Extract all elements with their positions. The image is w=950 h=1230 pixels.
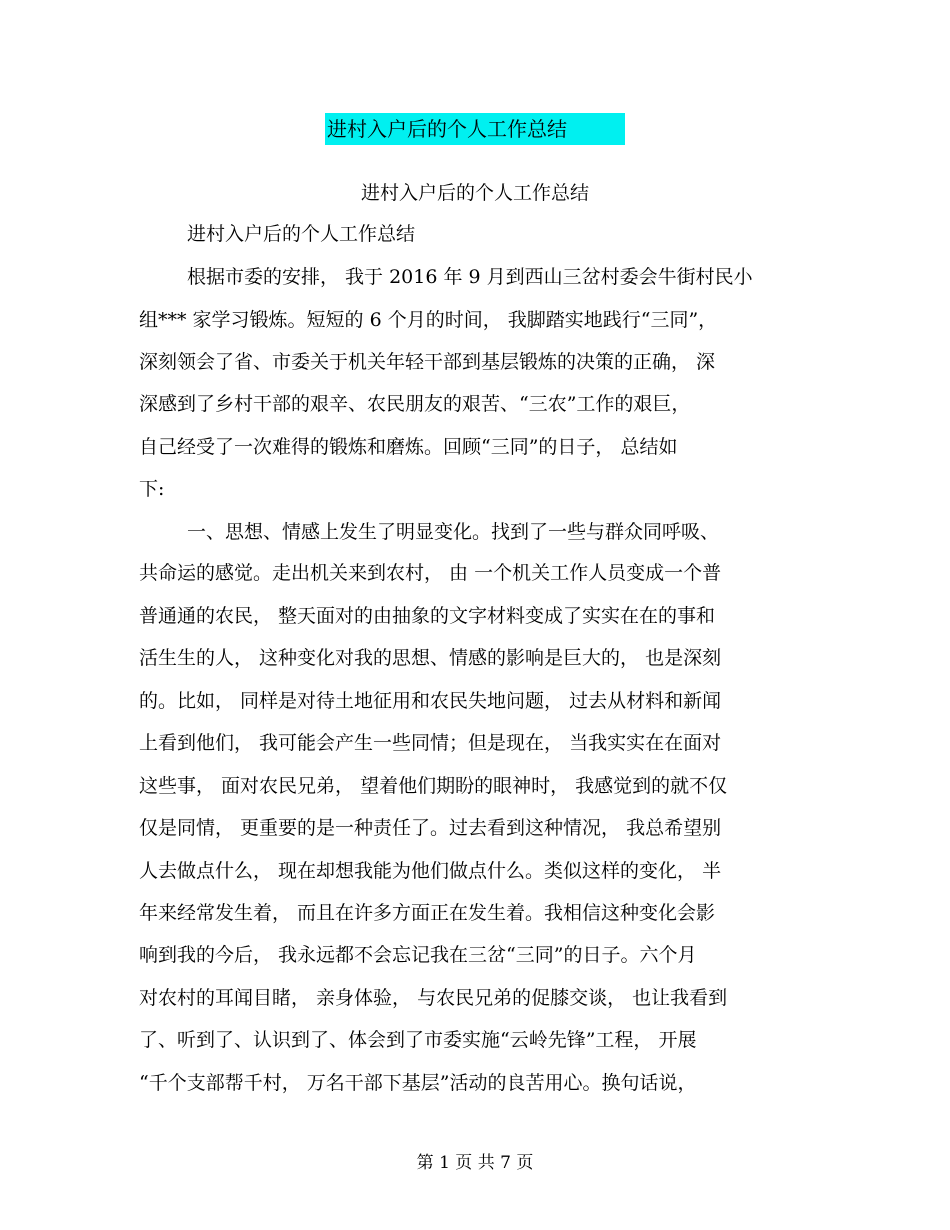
text-line: 了、听到了、认识到了、体会到了市委实施“云岭先锋”工程， 开展 [139, 1029, 697, 1051]
text-line: 活生生的人， 这种变化对我的思想、情感的影响是巨大的， 也是深刻 [139, 647, 722, 669]
text-line: 自己经受了一次难得的锻炼和磨炼。回顾“三同”的日子， 总结如 [139, 436, 678, 458]
text-line: 共命运的感觉。走出机关来到农村， 由 一个机关工作人员变成一个普 [139, 562, 722, 584]
text-line: 对农村的耳闻目睹， 亲身体验， 与农民兄弟的促膝交谈， 也让我看到 [139, 987, 728, 1009]
document-subtitle: 进村入户后的个人工作总结 [360, 182, 589, 204]
text-line: 下: [139, 478, 165, 500]
text-line: 人去做点什么， 现在却想我能为他们做点什么。类似这样的变化， 半 [139, 860, 722, 882]
document-title: 进村入户后的个人工作总结 [325, 113, 625, 145]
text-line: 响到我的今后， 我永远都不会忘记我在三岔“三同”的日子。六个月 [139, 944, 697, 966]
page-footer: 第 1 页 共 7 页 [416, 1153, 534, 1173]
text-line: 的。比如， 同样是对待土地征用和农民失地问题， 过去从材料和新闻 [139, 690, 722, 712]
text-line: 组*** 家学习锻炼。短短的 6 个月的时间， 我脚踏实地践行“三同”， [139, 309, 718, 331]
text-line: 年来经常发生着， 而且在许多方面正在发生着。我相信这种变化会影 [139, 902, 716, 924]
text-line: 根据市委的安排， 我于 2016 年 9 月到西山三岔村委会牛街村民小 [187, 266, 753, 288]
text-line: 仅是同情， 更重要的是一种责任了。过去看到这种情况， 我总希望别 [139, 817, 722, 839]
text-line: 上看到他们， 我可能会产生一些同情；但是现在， 当我实实在在面对 [139, 732, 722, 754]
text-line: 深感到了乡村干部的艰辛、农民朋友的艰苦、“三农”工作的艰巨， [139, 393, 691, 415]
text-line: 普通通的农民， 整天面对的由抽象的文字材料变成了实实在在的事和 [139, 605, 716, 627]
text-line: 进村入户后的个人工作总结 [187, 223, 416, 245]
text-line: 一、思想、情感上发生了明显变化。找到了一些与群众同呼吸、 [187, 521, 720, 543]
text-line: “千个支部帮千村， 万名干部下基层”活动的良苦用心。换句话说， [139, 1072, 697, 1094]
text-line: 深刻领会了省、市委关于机关年轻干部到基层锻炼的决策的正确， 深 [139, 351, 716, 373]
text-line: 这些事， 面对农民兄弟， 望着他们期盼的眼神时， 我感觉到的就不仅 [139, 775, 728, 797]
